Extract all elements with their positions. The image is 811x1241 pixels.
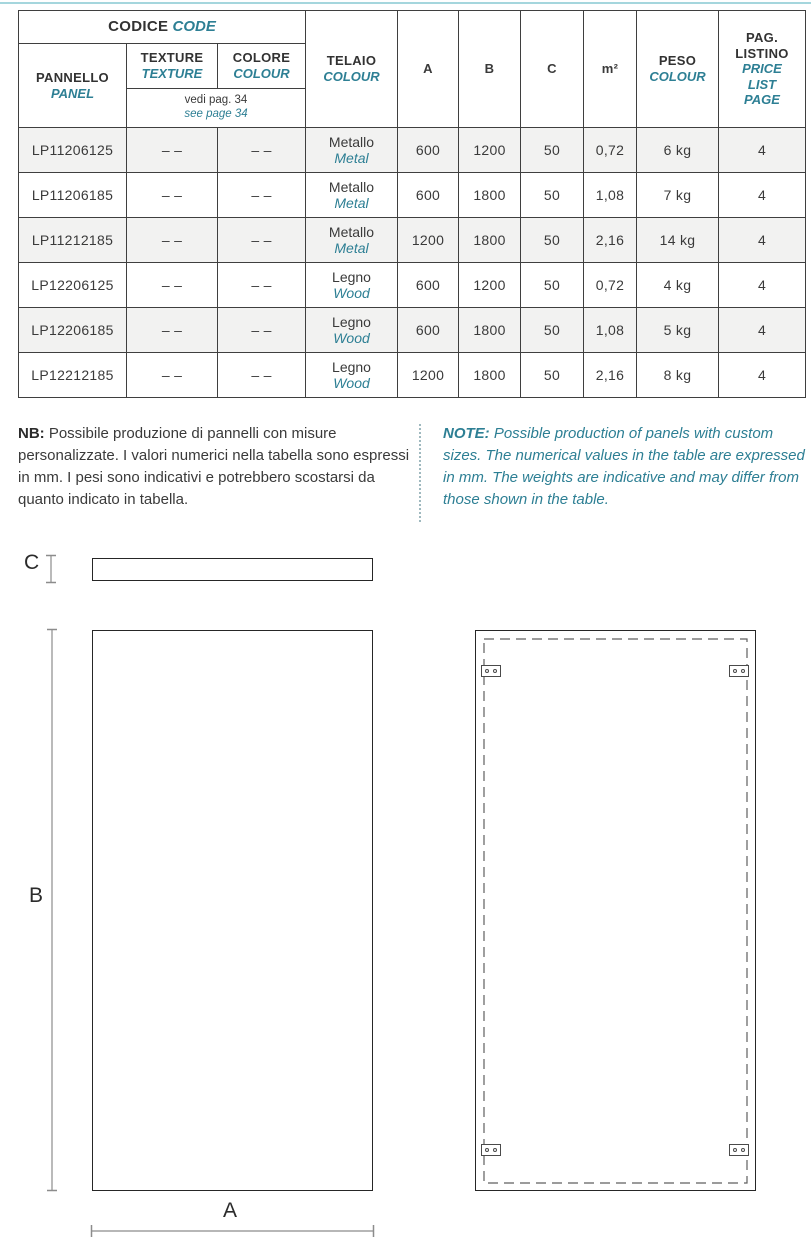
price-list-page: 4 [719,218,806,263]
dim-a: 600 [398,308,459,353]
screw-hole [485,669,489,673]
dim-c: 50 [521,263,584,308]
header-col-m2: m² [584,11,637,128]
price-list-page: 4 [719,128,806,173]
table-row [19,218,806,263]
header-pannello: PANNELLO PANEL [19,44,127,128]
header-codice-en: CODE [172,18,216,35]
header-codice [19,11,306,44]
header-col-b: B [459,11,521,128]
area-m2: 1,08 [584,173,637,218]
panel-code: LP12206185 [19,308,127,353]
dim-b: 1800 [459,173,521,218]
dim-a: 600 [398,128,459,173]
texture-value: – – [127,353,218,398]
note-english-label: NOTE: [443,425,490,442]
texture-value: – – [127,263,218,308]
dim-b: 1800 [459,353,521,398]
panel-code: LP12212185 [19,353,127,398]
header-telaio: TELAIO COLOUR [306,11,398,128]
note-italian: NB: Possibile produzione di pannelli con misure personalizzate. I valori numerici nella tabella sono espressi in mm. I pesi sono indicativi e potrebbero scostarsi da quanto indicato in tabella. [18,425,410,509]
frame-value: Legno Wood [306,263,398,308]
dimension-line-c [44,554,58,584]
dim-b: 1200 [459,263,521,308]
table-row [19,308,806,353]
texture-value: – – [127,218,218,263]
panel-code: LP11206185 [19,173,127,218]
header-texture: TEXTURE TEXTURE [127,44,218,89]
dim-a: 1200 [398,353,459,398]
table-row [19,128,806,173]
screw-hole [485,1148,489,1152]
panel-code: LP11212185 [19,218,127,263]
table-row [19,353,806,398]
table-row [19,263,806,308]
screw-hole [733,669,737,673]
area-m2: 0,72 [584,128,637,173]
panel-rear-view [475,630,756,1191]
dim-c: 50 [521,218,584,263]
dim-a: 600 [398,263,459,308]
dimension-line-a [90,1223,375,1239]
dim-a: 600 [398,173,459,218]
header-peso: PESO COLOUR [637,11,719,128]
dimension-label-c: C [24,551,40,574]
colour-value: – – [218,263,306,308]
header-see-page: vedi pag. 34 see page 34 [127,89,306,128]
screw-hole [493,669,497,673]
page-top-rule [0,2,811,4]
mounting-bracket-bottom-left [481,1144,501,1156]
mounting-bracket-top-right [729,665,749,677]
dim-c: 50 [521,308,584,353]
colour-value: – – [218,218,306,263]
weight: 4 kg [637,263,719,308]
header-colore: COLORE COLOUR [218,44,306,89]
dimension-label-b: B [29,884,44,907]
weight: 6 kg [637,128,719,173]
panel-spec-table [18,10,806,398]
area-m2: 0,72 [584,263,637,308]
texture-value: – – [127,128,218,173]
header-codice-it: CODICE [108,18,169,35]
frame-value: Metallo Metal [306,173,398,218]
area-m2: 2,16 [584,353,637,398]
frame-value: Legno Wood [306,308,398,353]
texture-value: – – [127,308,218,353]
colour-value: – – [218,308,306,353]
dim-b: 1200 [459,128,521,173]
weight: 5 kg [637,308,719,353]
weight: 14 kg [637,218,719,263]
note-italian-label: NB: [18,425,45,442]
dim-b: 1800 [459,218,521,263]
colour-value: – – [218,353,306,398]
screw-hole [741,1148,745,1152]
panel-code: LP11206125 [19,128,127,173]
frame-value: Metallo Metal [306,128,398,173]
notes-dotted-divider [419,424,421,522]
texture-value: – – [127,173,218,218]
weight: 8 kg [637,353,719,398]
dim-c: 50 [521,173,584,218]
mounting-bracket-bottom-right [729,1144,749,1156]
panel-front-view [92,630,373,1191]
panel-code: LP12206125 [19,263,127,308]
screw-hole [733,1148,737,1152]
table-row [19,173,806,218]
note-english: NOTE: Possible production of panels with custom sizes. The numerical values in the table are expressed in mm. The weights are indicative and may differ from those shown in the table. [443,425,805,509]
dimension-label-a: A [223,1199,238,1222]
price-list-page: 4 [719,263,806,308]
rear-view-dashed-edge [475,630,756,1191]
colour-value: – – [218,128,306,173]
panel-side-view [92,558,373,581]
area-m2: 1,08 [584,308,637,353]
header-col-c: C [521,11,584,128]
price-list-page: 4 [719,173,806,218]
dim-a: 1200 [398,218,459,263]
dim-b: 1800 [459,308,521,353]
header-col-a: A [398,11,459,128]
price-list-page: 4 [719,353,806,398]
dim-c: 50 [521,128,584,173]
area-m2: 2,16 [584,218,637,263]
frame-value: Legno Wood [306,353,398,398]
colour-value: – – [218,173,306,218]
screw-hole [741,669,745,673]
mounting-bracket-top-left [481,665,501,677]
header-pag-listino: PAG. LISTINO PRICE LIST PAGE [719,11,806,128]
price-list-page: 4 [719,308,806,353]
dim-c: 50 [521,353,584,398]
weight: 7 kg [637,173,719,218]
dimension-line-b [45,628,59,1192]
screw-hole [493,1148,497,1152]
frame-value: Metallo Metal [306,218,398,263]
